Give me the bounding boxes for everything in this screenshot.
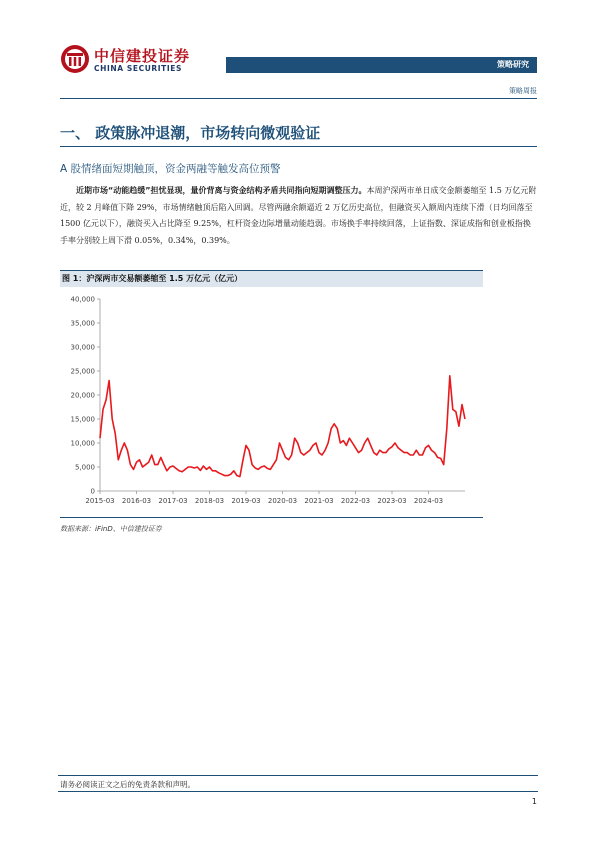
figure-bottom-rule	[60, 517, 483, 518]
report-type-label: 策略周报	[509, 87, 537, 95]
paragraph-lead: 近期市场“动能趋缓”担忧显现，量价背离与资金结构矛盾共同指向短期调整压力。	[76, 186, 367, 195]
page-number: 1	[531, 797, 537, 806]
y-tick-label: 15,000	[70, 415, 95, 424]
y-tick-label: 25,000	[70, 367, 95, 376]
y-tick-label: 30,000	[70, 343, 95, 352]
x-tick-label: 2020-03	[267, 497, 298, 505]
x-tick-label: 2022-03	[340, 497, 371, 505]
y-tick-label: 10,000	[70, 439, 95, 448]
disclaimer: 请务必阅读正文之后的免责条款和声明。	[60, 780, 195, 789]
footer-rule	[58, 791, 538, 792]
y-tick-label: 0	[90, 487, 95, 496]
paragraph-body: 本周沪深两市单日成交金额萎缩至 1.5 万亿元附近，较 2 月峰值下降 29%，市场情绪触顶后陷入回调。尽管两融余额逼近 2 万亿历史高位，但融资买入额周内连续下滑（日均回落至1500 亿元以下），融资买入占比降至 9.25%，杠杆资金边际增量动能趋弱。市场换手率持续回落，上证指数、深证成指和创业板指换手率分别较上周下滑 0.05%，0.34%，0.39%。	[60, 186, 537, 245]
y-tick-label: 5,000	[74, 463, 95, 472]
y-tick-label: 35,000	[70, 319, 95, 328]
x-tick-label: 2018-03	[194, 497, 225, 505]
figure-title: 图 1：沪深两市交易额萎缩至 1.5 万亿元（亿元）	[62, 274, 243, 283]
footer-rule-top	[58, 775, 538, 776]
y-tick-label: 40,000	[70, 295, 95, 304]
x-tick-label: 2016-03	[121, 497, 152, 505]
x-tick-label: 2023-03	[377, 497, 407, 505]
body-paragraph	[60, 183, 537, 249]
turnover-line-chart	[60, 290, 483, 516]
x-tick-label: 2017-03	[158, 497, 188, 505]
heading-divider	[60, 146, 537, 147]
x-tick-label: 2021-03	[304, 497, 334, 505]
section-tag: 策略研究	[497, 60, 529, 69]
header-divider	[60, 98, 537, 99]
figure-source: 数据来源：iFinD、中信建投证券	[60, 525, 162, 533]
y-tick-label: 20,000	[70, 391, 95, 400]
company-logo	[60, 44, 230, 78]
citic-logo-icon	[60, 44, 90, 74]
section-heading: 一、 政策脉冲退潮，市场转向微观验证	[60, 124, 321, 142]
x-tick-label: 2024-03	[413, 497, 444, 505]
logo-text-cn: 中信建投证券	[94, 47, 191, 65]
header-bar	[226, 57, 537, 73]
logo-text-en: CHINA SECURITIES	[94, 64, 182, 73]
x-tick-label: 2019-03	[231, 497, 261, 505]
x-tick-label: 2015-03	[85, 497, 115, 505]
figure-title-bar	[60, 270, 483, 287]
subsection-heading: A 股情绪面短期触顶，资金两融等触发高位预警	[60, 163, 281, 175]
series-line	[100, 376, 465, 477]
